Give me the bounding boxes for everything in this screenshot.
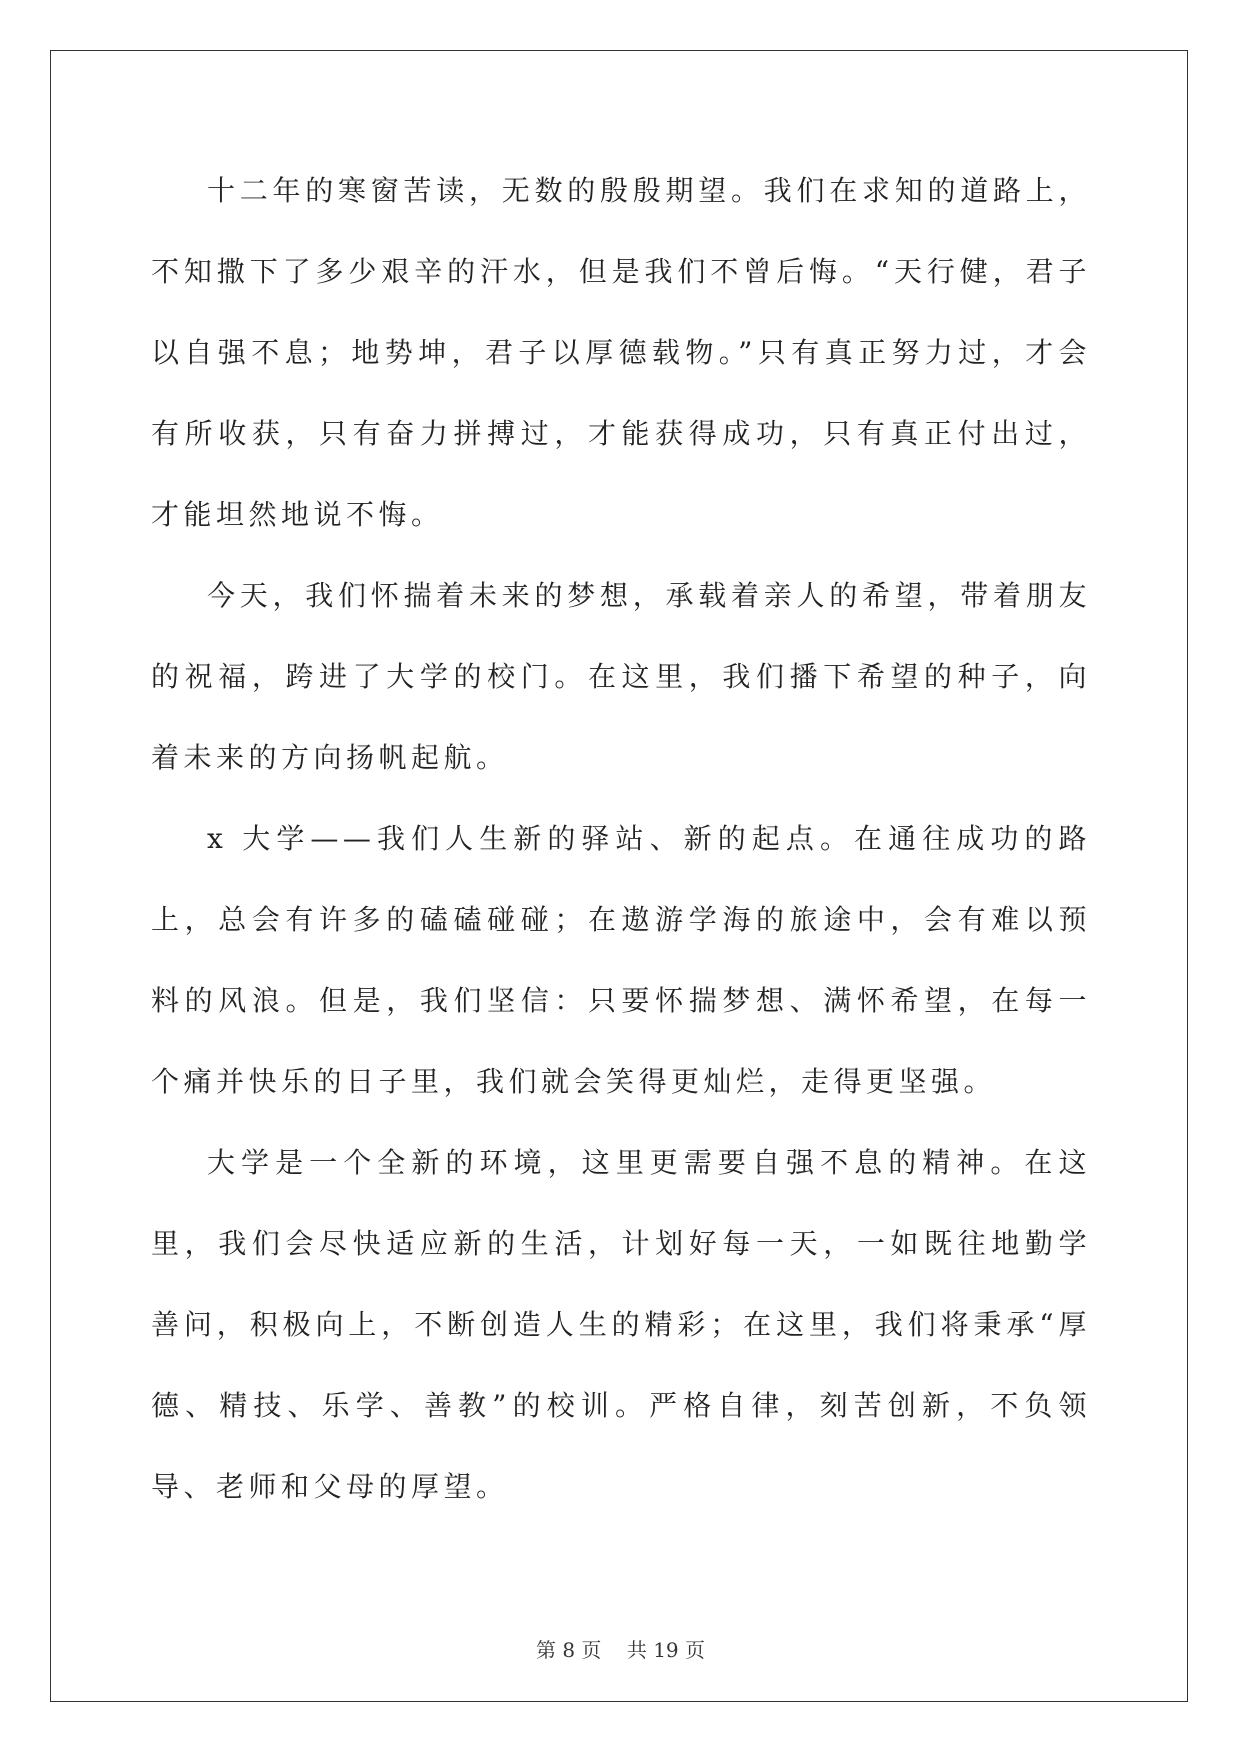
page-number-footer: 第 8 页 共 19 页 bbox=[535, 1638, 706, 1662]
paragraph-4: 大学是一个全新的环境，这里更需要自强不息的精神。在这里，我们会尽快适应新的生活，计划好每一天，一如既往地勤学善问，积极向上，不断创造人生的精彩；在这里，我们将秉承“厚德、精技、乐学、善教”的校训。严格自律，刻苦创新，不负领导、老师和父母的厚望。 bbox=[151, 1146, 1091, 1503]
paragraph-1: 十二年的寒窗苦读，无数的殷殷期望。我们在求知的道路上，不知撒下了多少艰辛的汗水，但是我们不曾后悔。“天行健，君子以自强不息；地势坤，君子以厚德载物。”只有真正努力过，才会有所收获，只有奋力拼搏过，才能获得成功，只有真正付出过，才能坦然地说不悔。 bbox=[151, 174, 1091, 531]
paragraph-2: 今天，我们怀揣着未来的梦想，承载着亲人的希望，带着朋友的祝福，跨进了大学的校门。在这里，我们播下希望的种子，向着未来的方向扬帆起航。 bbox=[151, 579, 1091, 774]
document-body bbox=[151, 150, 1091, 1527]
paragraph-3: x 大学——我们人生新的驿站、新的起点。在通往成功的路上，总会有许多的磕磕碰碰；在遨游学海的旅途中，会有难以预料的风浪。但是，我们坚信：只要怀揣梦想、满怀希望，在每一个痛并快乐的日子里，我们就会笑得更灿烂，走得更坚强。 bbox=[151, 822, 1091, 1098]
